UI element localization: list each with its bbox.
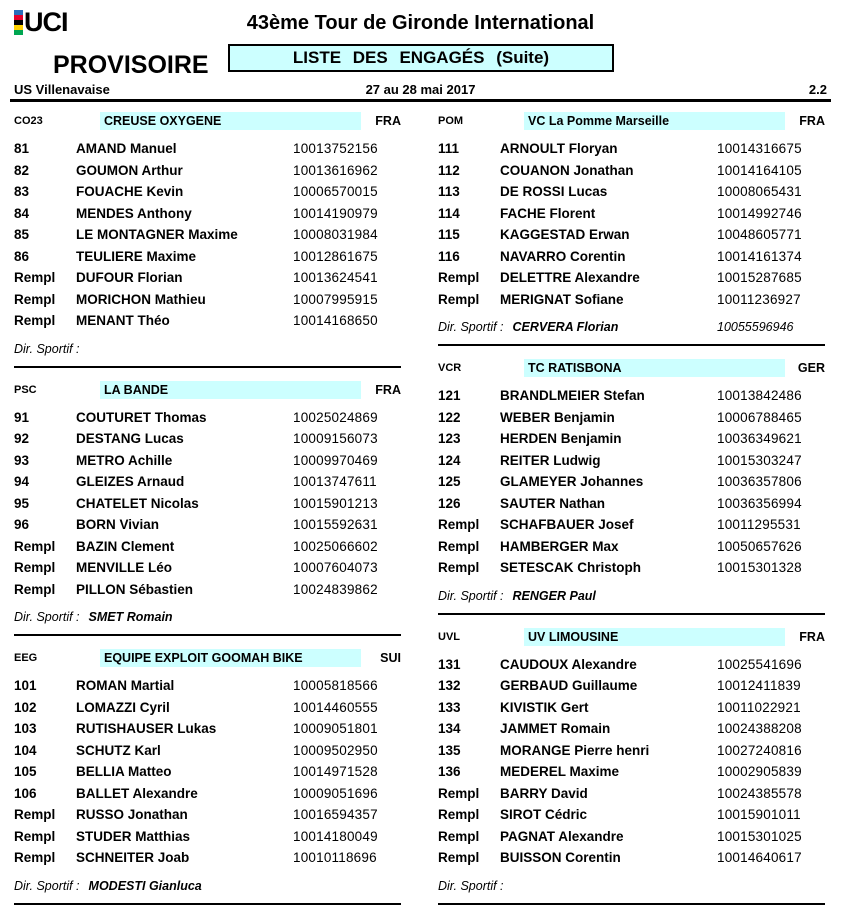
rider-number: Rempl	[14, 850, 56, 866]
rider-uci-id: 10011295531	[717, 517, 801, 533]
rider-uci-id: 10036349621	[717, 431, 802, 447]
rider-uci-id: 10009051801	[293, 721, 378, 737]
team-header	[438, 628, 825, 646]
rider-name: CHATELET Nicolas	[76, 495, 199, 511]
rider-uci-id: 10014971528	[293, 764, 378, 780]
rider-row	[438, 138, 825, 160]
rider-number: Rempl	[14, 581, 56, 597]
rider-number: 82	[14, 162, 30, 178]
rider-row	[14, 536, 401, 558]
rider-uci-id: 10007604073	[293, 560, 378, 576]
rider-name: WEBER Benjamin	[500, 409, 615, 425]
team-code: EEG	[14, 652, 38, 664]
rider-number: 106	[14, 785, 37, 801]
team-header	[438, 112, 825, 130]
rider-number: Rempl	[14, 291, 56, 307]
rider-uci-id: 10009970469	[293, 452, 378, 468]
dir-sportif-label: Dir. Sportif :	[14, 878, 80, 893]
rider-name: BELLIA Matteo	[76, 764, 172, 780]
rider-uci-id: 10025024869	[293, 409, 378, 425]
rider-list	[438, 385, 825, 579]
rider-uci-id: 10014180049	[293, 828, 378, 844]
rider-number: 101	[14, 678, 37, 694]
rider-row	[438, 783, 825, 805]
rider-name: SCHNEITER Joab	[76, 850, 190, 866]
rider-number: Rempl	[438, 560, 480, 576]
rider-number: Rempl	[14, 807, 56, 823]
dir-sportif-row	[14, 607, 401, 627]
rider-name: SETESCAK Christoph	[500, 560, 642, 576]
rider-uci-id: 10015901011	[717, 807, 801, 823]
rider-number: 123	[438, 431, 461, 447]
rider-row	[438, 181, 825, 203]
rider-number: 112	[438, 162, 460, 178]
team-name: EQUIPE EXPLOIT GOOMAH BIKE	[100, 649, 361, 667]
rider-row	[14, 471, 401, 493]
rider-row	[14, 310, 401, 332]
rider-name: HAMBERGER Max	[500, 538, 619, 554]
rider-name: ARNOULT Floryan	[500, 141, 618, 157]
rider-name: SCHUTZ Karl	[76, 742, 161, 758]
rider-row	[438, 740, 825, 762]
rider-row	[438, 407, 825, 429]
rider-name: GLAMEYER Johannes	[500, 474, 644, 490]
rider-row	[14, 761, 401, 783]
rider-uci-id: 10015301328	[717, 560, 802, 576]
rider-uci-id: 10048605771	[717, 227, 802, 243]
rider-name: RUTISHAUSER Lukas	[76, 721, 217, 737]
team-block	[14, 649, 401, 905]
rider-row	[438, 471, 825, 493]
rider-name: MORANGE Pierre henri	[500, 742, 650, 758]
rider-number: 121	[438, 388, 461, 404]
rider-row	[438, 267, 825, 289]
rider-number: Rempl	[14, 538, 56, 554]
team-header	[14, 381, 401, 399]
rider-uci-id: 10010118696	[293, 850, 377, 866]
rider-number: 84	[14, 205, 30, 221]
rider-uci-id: 10024385578	[717, 785, 802, 801]
rider-number: 91	[14, 409, 30, 425]
rider-uci-id: 10012411839	[717, 678, 801, 694]
rider-name: LOMAZZI Cyril	[76, 699, 170, 715]
rider-number: Rempl	[438, 517, 480, 533]
rider-uci-id: 10005818566	[293, 678, 378, 694]
rider-row	[438, 761, 825, 783]
rider-number: Rempl	[14, 828, 56, 844]
rider-uci-id: 10036357806	[717, 474, 802, 490]
rider-uci-id: 10008065431	[717, 184, 802, 200]
rider-number: Rempl	[438, 785, 480, 801]
rider-uci-id: 10009051696	[293, 785, 378, 801]
team-country: FRA	[375, 114, 401, 128]
rider-name: GOUMON Arthur	[76, 162, 183, 178]
rider-number: 93	[14, 452, 30, 468]
rider-number: 136	[438, 764, 461, 780]
rider-uci-id: 10027240816	[717, 742, 802, 758]
rider-number: Rempl	[438, 850, 480, 866]
rider-name: NAVARRO Corentin	[500, 248, 626, 264]
rider-uci-id: 10015287685	[717, 270, 802, 286]
rider-list	[14, 675, 401, 869]
dir-sportif-label: Dir. Sportif :	[14, 341, 80, 356]
uci-logo-text: UCI	[24, 7, 68, 37]
team-code: CO23	[14, 115, 43, 127]
team-header	[438, 359, 825, 377]
rider-row	[438, 826, 825, 848]
rider-name: METRO Achille	[76, 452, 173, 468]
rider-uci-id: 10013747611	[293, 474, 377, 490]
rider-number: 124	[438, 452, 461, 468]
rider-row	[438, 804, 825, 826]
rider-row	[14, 267, 401, 289]
rider-row	[14, 224, 401, 246]
dir-sportif-label: Dir. Sportif :	[14, 610, 80, 624]
rider-uci-id: 10006788465	[717, 409, 802, 425]
rider-name: MENVILLE Léo	[76, 560, 173, 576]
rider-uci-id: 10050657626	[717, 538, 802, 554]
rider-name: SCHAFBAUER Josef	[500, 517, 634, 533]
dir-sportif-label: Dir. Sportif :	[438, 320, 504, 334]
rider-name: COUANON Jonathan	[500, 162, 634, 178]
rider-row	[438, 385, 825, 407]
team-code: PSC	[14, 383, 37, 396]
rider-name: DE ROSSI Lucas	[500, 184, 608, 200]
rider-row	[438, 697, 825, 719]
rider-uci-id: 10015901213	[293, 495, 378, 511]
rider-row	[14, 783, 401, 805]
team-name: LA BANDE	[100, 381, 361, 399]
team-header	[14, 112, 401, 130]
rider-number: 85	[14, 227, 30, 243]
rider-name: MERIGNAT Sofiane	[500, 291, 624, 307]
rider-uci-id: 10036356994	[717, 495, 802, 511]
dir-sportif-row	[438, 317, 825, 337]
rider-name: MENANT Théo	[76, 313, 170, 329]
rider-uci-id: 10015303247	[717, 452, 802, 468]
team-country: SUI	[380, 651, 401, 665]
team-block	[438, 359, 825, 615]
rider-row	[14, 697, 401, 719]
rider-number: 125	[438, 474, 461, 490]
meta-row	[14, 82, 827, 97]
rider-name: MEDEREL Maxime	[500, 764, 620, 780]
rider-uci-id: 10025066602	[293, 538, 378, 554]
rider-name: JAMMET Romain	[500, 721, 611, 737]
rider-number: 115	[438, 227, 460, 243]
rider-number: 105	[14, 764, 37, 780]
organizer: US Villenavaise	[14, 82, 110, 97]
dir-sportif-label: Dir. Sportif :	[438, 588, 504, 603]
dir-sportif-row	[14, 876, 401, 896]
rider-number: 86	[14, 248, 30, 264]
rider-name: KAGGESTAD Erwan	[500, 227, 630, 243]
rider-name: DELETTRE Alexandre	[500, 270, 640, 286]
rider-uci-id: 10013842486	[717, 388, 802, 404]
rider-row	[14, 740, 401, 762]
rider-number: 81	[14, 141, 30, 157]
rider-number: Rempl	[14, 313, 56, 329]
rider-uci-id: 10014460555	[293, 699, 378, 715]
rider-row	[14, 428, 401, 450]
rider-uci-id: 10014316675	[717, 141, 802, 157]
rider-number: 133	[438, 699, 461, 715]
rider-number: 134	[438, 721, 461, 737]
rider-number: 102	[14, 699, 37, 715]
rider-name: MORICHON Mathieu	[76, 291, 206, 307]
rider-number: 92	[14, 431, 30, 447]
rider-name: STUDER Matthias	[76, 828, 191, 844]
dir-sportif-row	[14, 339, 401, 359]
rider-uci-id: 10014168650	[293, 313, 378, 329]
dir-sportif-name: SMET Romain	[88, 610, 173, 624]
rider-list	[438, 138, 825, 310]
rider-number: 96	[14, 517, 30, 533]
team-name: TC RATISBONA	[524, 359, 785, 377]
dir-sportif-uci-id: 10055596946	[717, 320, 794, 334]
rider-row	[14, 138, 401, 160]
rider-row	[14, 246, 401, 268]
rider-number: 135	[438, 742, 461, 758]
team-name: UV LIMOUSINE	[524, 628, 785, 646]
rider-uci-id: 10013752156	[293, 141, 378, 157]
rider-number: 132	[438, 678, 461, 694]
rider-uci-id: 10014992746	[717, 205, 802, 221]
rider-number: 116	[438, 248, 460, 264]
rider-name: CAUDOUX Alexandre	[500, 656, 637, 672]
rider-row	[14, 675, 401, 697]
team-country: FRA	[799, 114, 825, 128]
rider-row	[438, 675, 825, 697]
rider-row	[14, 826, 401, 848]
rider-number: 95	[14, 495, 30, 511]
team-country: FRA	[375, 382, 401, 397]
page-header	[0, 0, 841, 105]
rider-number: Rempl	[438, 828, 480, 844]
rider-name: FOUACHE Kevin	[76, 184, 184, 200]
rider-list	[14, 138, 401, 332]
rider-uci-id: 10007995915	[293, 291, 378, 307]
rider-uci-id: 10014161374	[717, 248, 802, 264]
rider-number: Rempl	[438, 291, 480, 307]
provisoire-label: PROVISOIRE	[53, 51, 209, 79]
rider-name: KIVISTIK Gert	[500, 699, 589, 715]
rider-uci-id: 10015301025	[717, 828, 802, 844]
rider-uci-id: 10024839862	[293, 581, 378, 597]
rider-row	[438, 654, 825, 676]
rider-uci-id: 10011022921	[717, 699, 801, 715]
rider-number: Rempl	[14, 560, 56, 576]
team-name: CREUSE OXYGENE	[100, 112, 361, 130]
rider-row	[438, 847, 825, 869]
rider-uci-id: 10014190979	[293, 205, 378, 221]
team-divider	[438, 613, 825, 615]
rider-name: REITER Ludwig	[500, 452, 601, 468]
rider-row	[14, 847, 401, 869]
rider-name: DUFOUR Florian	[76, 270, 183, 286]
rider-number: 103	[14, 721, 37, 737]
dir-sportif-name: MODESTI Gianluca	[88, 878, 202, 893]
rider-row	[14, 557, 401, 579]
race-dates: 27 au 28 mai 2017	[365, 82, 476, 97]
rider-number: 113	[438, 184, 460, 200]
dir-sportif-row	[438, 586, 825, 606]
rider-row	[438, 450, 825, 472]
subtitle-box: LISTE DES ENGAGÉS (Suite)	[228, 44, 614, 72]
rider-name: GLEIZES Arnaud	[76, 474, 185, 490]
rider-number: 126	[438, 495, 461, 511]
rider-uci-id: 10024388208	[717, 721, 802, 737]
rider-uci-id: 10009502950	[293, 742, 378, 758]
team-divider	[438, 344, 825, 346]
rider-uci-id: 10014164105	[717, 162, 802, 178]
rider-uci-id: 10008031984	[293, 227, 378, 243]
rider-name: AMAND Manuel	[76, 141, 177, 157]
rider-number: Rempl	[438, 270, 480, 286]
rider-name: TEULIERE Maxime	[76, 248, 197, 264]
team-country: FRA	[799, 629, 825, 644]
dir-sportif-name: CERVERA Florian	[512, 320, 619, 334]
team-code: POM	[438, 115, 464, 127]
rider-name: GERBAUD Guillaume	[500, 678, 638, 694]
rider-row	[438, 557, 825, 579]
team-code: VCR	[438, 362, 462, 374]
rider-name: SIROT Cédric	[500, 807, 588, 823]
rider-number: 114	[438, 205, 460, 221]
rider-row	[14, 514, 401, 536]
rider-uci-id: 10011236927	[717, 291, 801, 307]
rider-uci-id: 10002905839	[717, 764, 802, 780]
rider-name: HERDEN Benjamin	[500, 431, 622, 447]
rider-number: 111	[438, 141, 460, 157]
rider-number: 122	[438, 409, 461, 425]
rider-row	[438, 428, 825, 450]
rider-name: PILLON Sébastien	[76, 581, 194, 597]
rider-name: BARRY David	[500, 785, 588, 801]
team-name: VC La Pomme Marseille	[524, 112, 785, 130]
rider-row	[438, 493, 825, 515]
rider-name: RUSSO Jonathan	[76, 807, 188, 823]
dir-sportif-label: Dir. Sportif :	[438, 878, 504, 893]
rider-uci-id: 10012861675	[293, 248, 378, 264]
team-block	[14, 381, 401, 637]
right-column	[438, 112, 825, 918]
rider-name: MENDES Anthony	[76, 205, 192, 221]
rider-name: ROMAN Martial	[76, 678, 175, 694]
rider-number: 104	[14, 742, 37, 758]
rider-row	[14, 203, 401, 225]
rider-row	[14, 289, 401, 311]
rider-name: FACHE Florent	[500, 205, 596, 221]
dir-sportif-row	[438, 876, 825, 896]
rider-name: BRANDLMEIER Stefan	[500, 388, 645, 404]
team-header	[14, 649, 401, 667]
rider-name: PAGNAT Alexandre	[500, 828, 624, 844]
rider-number: 131	[438, 656, 461, 672]
rider-uci-id: 10014640617	[717, 850, 802, 866]
rider-number: 94	[14, 474, 30, 490]
rider-row	[14, 407, 401, 429]
rider-uci-id: 10013616962	[293, 162, 378, 178]
rider-row	[14, 579, 401, 601]
rider-uci-id: 10009156073	[293, 431, 378, 447]
rider-number: Rempl	[438, 538, 480, 554]
rider-row	[14, 718, 401, 740]
rider-number: 83	[14, 184, 30, 200]
rider-name: SAUTER Nathan	[500, 495, 606, 511]
rider-row	[14, 493, 401, 515]
left-column	[14, 112, 401, 918]
rider-row	[438, 160, 825, 182]
rider-number: Rempl	[438, 807, 480, 823]
rider-name: COUTURET Thomas	[76, 409, 207, 425]
rider-row	[438, 246, 825, 268]
rider-row	[438, 718, 825, 740]
dir-sportif-name: RENGER Paul	[512, 588, 596, 603]
rider-uci-id: 10016594357	[293, 807, 378, 823]
team-divider	[14, 366, 401, 368]
rider-row	[438, 514, 825, 536]
race-title: 43ème Tour de Gironde International	[246, 12, 595, 34]
rider-name: BUISSON Corentin	[500, 850, 621, 866]
team-code: UVL	[438, 630, 460, 643]
rider-row	[14, 160, 401, 182]
team-block	[438, 628, 825, 905]
team-country: GER	[797, 361, 825, 375]
rider-row	[14, 181, 401, 203]
team-block	[438, 112, 825, 346]
rider-name: BORN Vivian	[76, 517, 160, 533]
rider-row	[438, 224, 825, 246]
rider-number: Rempl	[14, 270, 56, 286]
rider-name: BALLET Alexandre	[76, 785, 198, 801]
rider-name: BAZIN Clement	[76, 538, 175, 554]
team-divider	[14, 634, 401, 636]
rider-list	[14, 407, 401, 601]
rider-uci-id: 10015592631	[293, 517, 378, 533]
rider-uci-id: 10025541696	[717, 656, 802, 672]
rider-list	[438, 654, 825, 869]
rider-row	[438, 203, 825, 225]
rider-row	[14, 804, 401, 826]
team-block	[14, 112, 401, 368]
rider-uci-id: 10013624541	[293, 270, 378, 286]
rider-row	[438, 289, 825, 311]
race-category: 2.2	[808, 82, 827, 97]
rider-row	[14, 450, 401, 472]
rider-uci-id: 10006570015	[293, 184, 378, 200]
header-divider	[10, 99, 831, 102]
rider-row	[438, 536, 825, 558]
rider-name: LE MONTAGNER Maxime	[76, 227, 238, 243]
team-columns	[14, 112, 825, 918]
rider-name: DESTANG Lucas	[76, 431, 184, 447]
